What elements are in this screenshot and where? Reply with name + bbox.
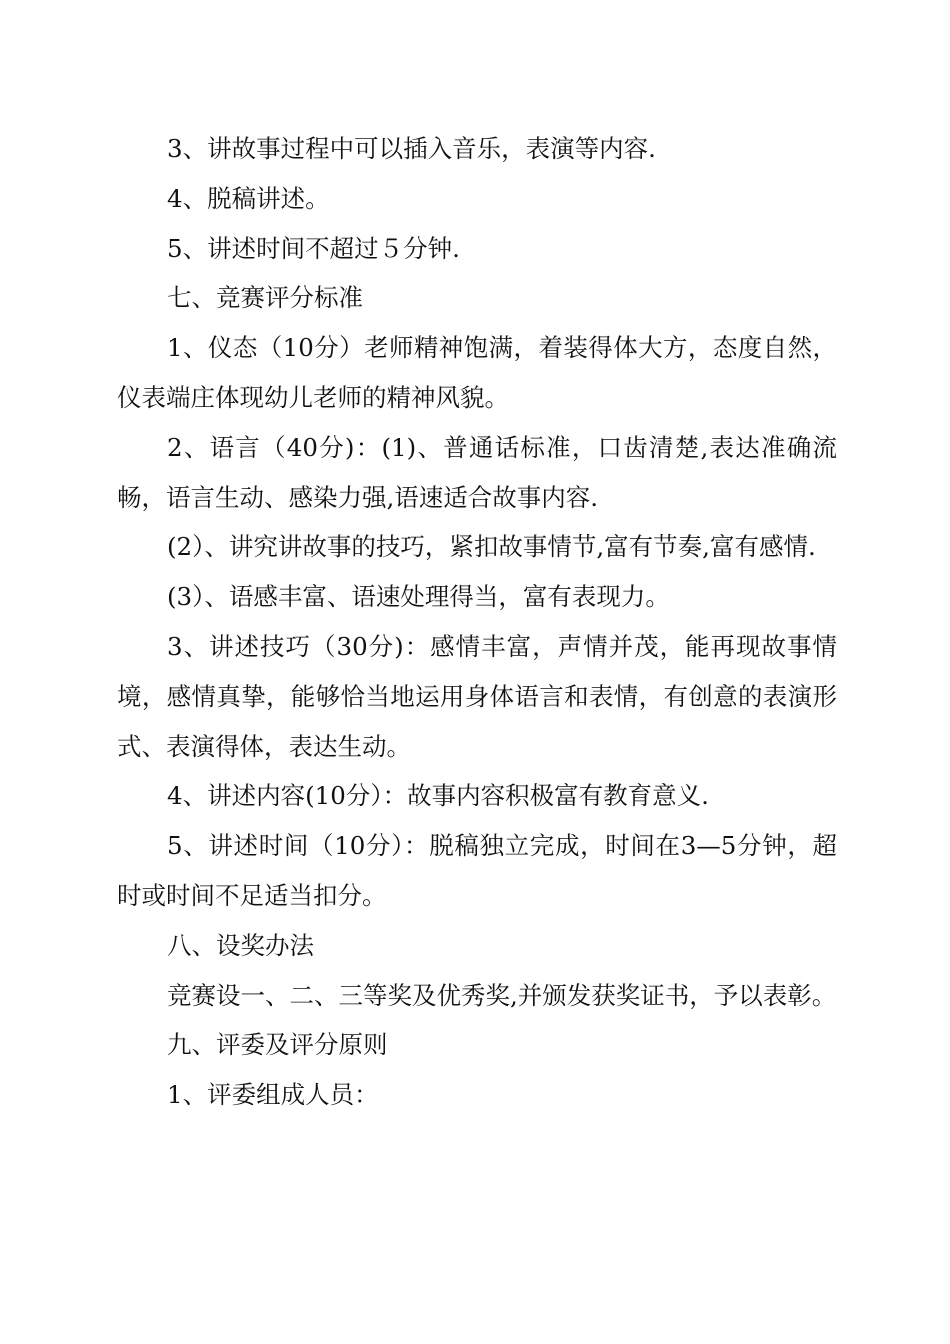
paragraph-awards: 竞赛设一、二、三等奖及优秀奖,并颁发获奖证书，予以表彰。 [167, 980, 837, 1010]
paragraph-criterion-language-3: (3）、语感丰富、语速处理得当，富有表现力。 [167, 582, 670, 612]
section-heading-scoring-criteria: 七、竞赛评分标准 [167, 283, 363, 313]
paragraph-rule-5-time-limit: 5、讲述时间不超过５分钟. [167, 233, 460, 263]
paragraph-criterion-time: 5、讲述时间（10分）：脱稿独立完成，时间在3—5分钟，超时或时间不足适当扣分。 [117, 831, 837, 910]
paragraph-criterion-language: 2、语言（40分)：(1)、普通话标准，口齿清楚,表达准确流畅，语言生动、感染力强,语速适合故事内容. [117, 432, 837, 512]
section-heading-awards: 八、设奖办法 [167, 930, 314, 960]
section-heading-judges: 九、评委及评分原则 [167, 1030, 388, 1060]
paragraph-rule-4-no-script: 4、脱稿讲述。 [167, 183, 330, 213]
paragraph-rule-3-music: 3、讲故事过程中可以插入音乐，表演等内容. [167, 134, 656, 163]
paragraph-criterion-demeanor: 1、仪态（10分）老师精神饱满，着装得体大方，态度自然，仪表端庄体现幼儿老师的精神风貌。 [117, 333, 837, 412]
paragraph-criterion-content: 4、讲述内容(10分）：故事内容积极富有教育意义. [167, 781, 709, 811]
paragraph-judges-members: 1、评委组成人员： [167, 1080, 379, 1110]
paragraph-criterion-language-2: (2）、讲究讲故事的技巧，紧扣故事情节,富有节奏,富有感情. [167, 532, 816, 562]
document-body [117, 124, 837, 1120]
paragraph-criterion-technique: 3、讲述技巧（30分)：感情丰富，声情并茂，能再现故事情境，感情真挚，能够恰当地运用身体语言和表情，有创意的表演形式、表演得体，表达生动。 [117, 631, 837, 761]
